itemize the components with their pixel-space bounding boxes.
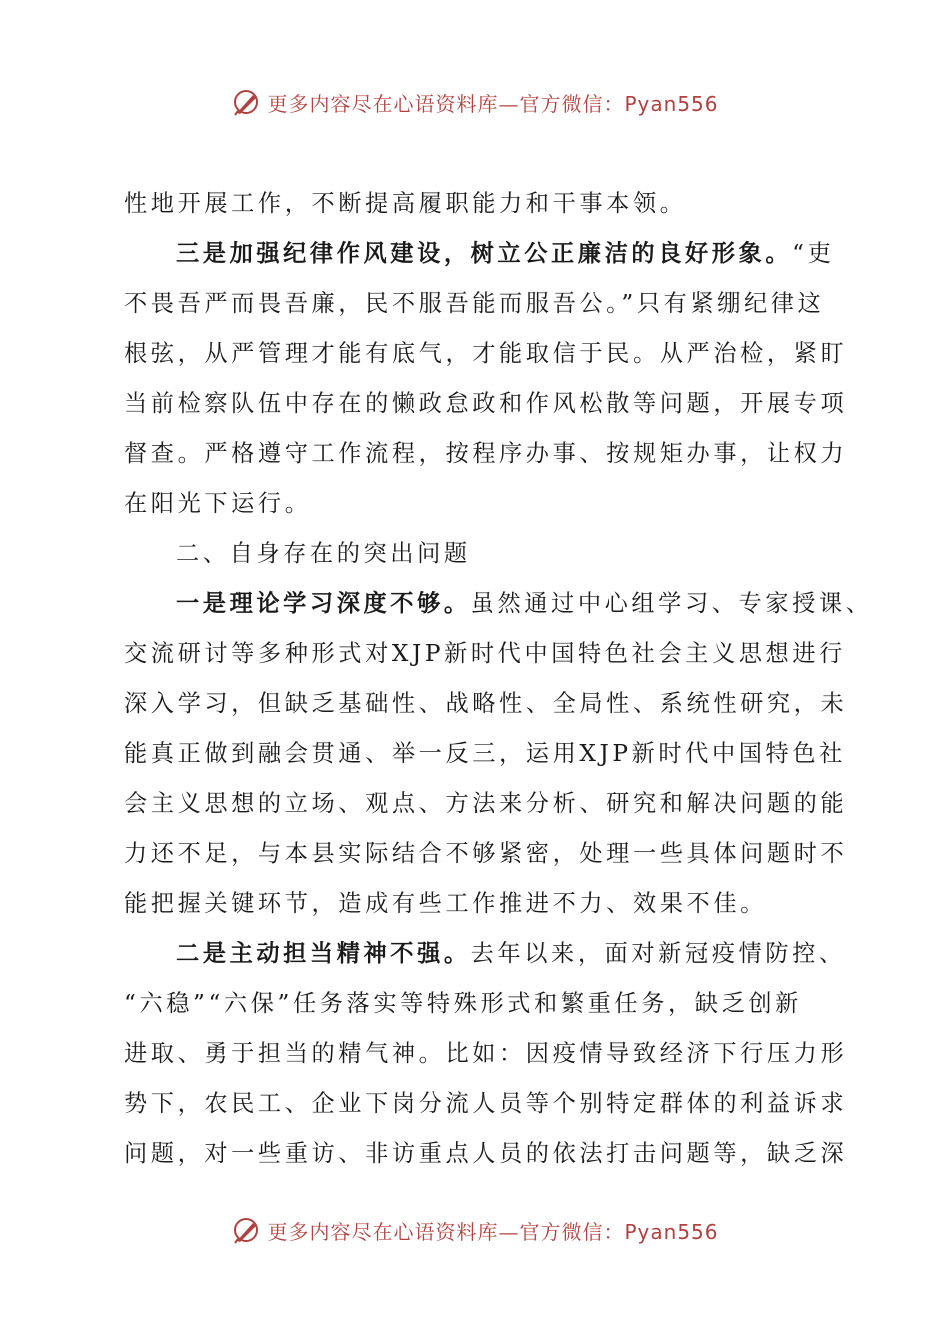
section-heading: 二、自身存在的突出问题 <box>176 540 471 567</box>
body-line: 力还不足，与本县实际结合不够紧密，处理一些具体问题时不 <box>124 840 848 867</box>
body-line: 当前检察队伍中存在的懒政怠政和作风松散等问题，开展专项 <box>124 390 848 417</box>
header-banner <box>0 80 950 124</box>
pen-logo-icon <box>231 87 261 117</box>
body-line: “六稳”“六保”任务落实等特殊形式和繁重任务，缺乏创新 <box>124 990 802 1017</box>
body-text: “吏 <box>792 240 835 267</box>
header-banner-wechat-id: Pyan556 <box>624 91 719 116</box>
body-line: 势下，农民工、企业下岗分流人员等个别特定群体的利益诉求 <box>124 1090 848 1117</box>
point-heading: 三是加强纪律作风建设，树立公正廉洁的良好形象。 <box>176 240 793 267</box>
footer-banner <box>0 1208 950 1252</box>
body-line: 会主义思想的立场、观点、方法来分析、研究和解决问题的能 <box>124 790 848 817</box>
document-body <box>124 179 873 1179</box>
body-line: 在阳光下运行。 <box>124 490 312 517</box>
body-line <box>124 579 873 629</box>
body-line: 进取、勇于担当的精气神。比如：因疫情导致经济下行压力形 <box>124 1040 848 1067</box>
footer-banner-wechat-id: Pyan556 <box>624 1219 719 1244</box>
body-line: 不畏吾严而畏吾廉，民不服吾能而服吾公。”只有紧绷纪律这 <box>124 290 825 317</box>
body-line: 根弦，从严管理才能有底气，才能取信于民。从严治检，紧盯 <box>124 340 848 367</box>
body-line: 能把握关键环节，造成有些工作推进不力、效果不佳。 <box>124 890 767 917</box>
body-line: 性地开展工作，不断提高履职能力和干事本领。 <box>124 190 687 217</box>
body-text: 去年以来，面对新冠疫情防控、 <box>470 940 846 967</box>
body-text: 虽然通过中心组学习、专家授课、 <box>470 590 873 617</box>
body-line: 问题，对一些重访、非访重点人员的依法打击问题等，缺乏深 <box>124 1140 848 1167</box>
header-banner-text <box>267 88 718 117</box>
body-line: 交流研讨等多种形式对XJP新时代中国特色社会主义思想进行 <box>124 640 846 667</box>
body-line: 深入学习，但缺乏基础性、战略性、全局性、系统性研究，未 <box>124 690 848 717</box>
body-line: 督查。严格遵守工作流程，按程序办事、按规矩办事，让权力 <box>124 440 848 467</box>
body-line <box>124 929 846 979</box>
point-heading: 二是主动担当精神不强。 <box>176 940 471 967</box>
pen-logo-icon <box>231 1215 261 1245</box>
header-banner-cn: 更多内容尽在心语资料库—官方微信： <box>267 91 625 116</box>
footer-banner-text <box>267 1216 718 1245</box>
body-line <box>124 229 835 279</box>
footer-banner-cn: 更多内容尽在心语资料库—官方微信： <box>267 1219 625 1244</box>
point-heading: 一是理论学习深度不够。 <box>176 590 471 617</box>
body-line: 能真正做到融会贯通、举一反三，运用XJP新时代中国特色社 <box>124 740 846 767</box>
